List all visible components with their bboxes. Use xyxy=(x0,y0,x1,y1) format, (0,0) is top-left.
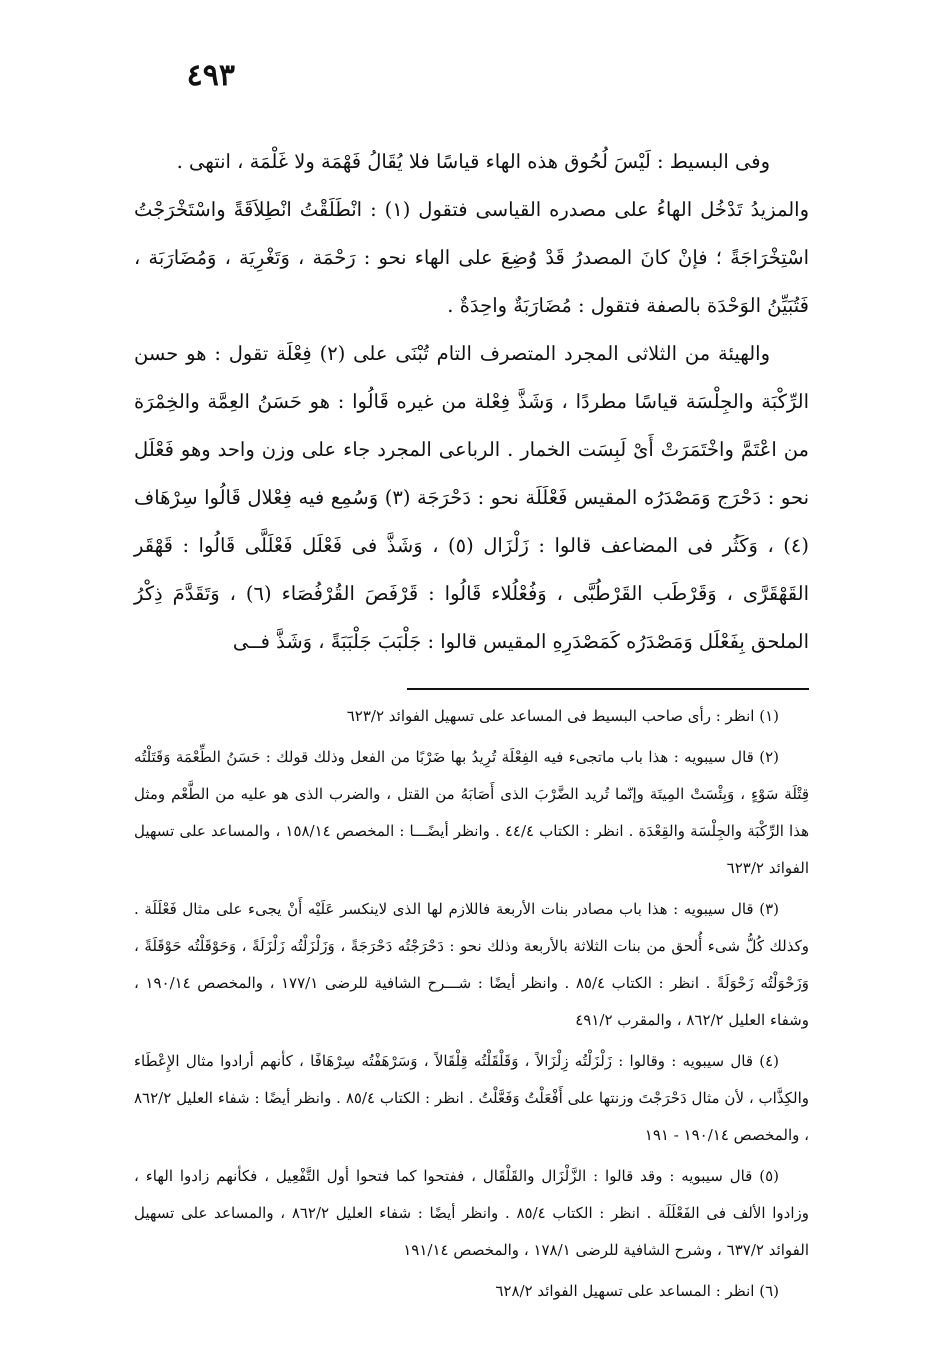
footnote-5: (٥) قال سيبويه : وقد قالوا : الزَّلْزَال والقَلْقَال ، ففتحوا كما فتحوا أول التَّفْعِيل ، فكأنهم زادوا الهاء ، وزادوا الألف فى الفَعْلَلَة . انظر : الكتاب ٨٥/٤ . وانظر أيضًا : شفاء العليل ٨٦٢/٢ ، والمساعد على تسهيل الفوائد ٦٣٧/٢ ، وشرح الشافية للرضى ١٧٨/١ ، والمخصص ١٩١/١٤ xyxy=(134,1167,809,1259)
body-paragraph-3: والهيئة من الثلاثى المجرد المتصرف التام تُبْنَى على (٢) فِعْلَة تقول : هو حسن الرِّكْبَة والجِلْسَة قياسًا مطردًا ، وَشَذَّ فِعْلة من غيره قَالُوا : هو حَسَنُ العِمَّة والخِمْرَة من اعْتَمَّ واخْتَمَرَتْ أَىْ لَبِسَت الخمار . الرباعى المجرد جاء على وزن واحد وهو فَعْلَل نحو : دَحْرَج وَمَصْدَرُه المقيس فَعْلَلَة نحو : دَحْرَجَة (٣) وَسُمِع فيه فِعْلال قَالُوا سِرْهَاف (٤) ، وَكَثُر فى المضاعف قالوا : زَلْزَال (٥) ، وَشَذَّ فى فَعْلَل فَعْلَلَّى قَالُوا : قَهْقَر القَهْقَرَّى ، وَقَرْطَب القَرْطُبَّى ، وَفُعْلُلاء قَالُوا : قَرْفَصَ القُرْفُصَاء (٦) ، وَتَقَدَّمَ ذِكْرُ الملحق بِفَعْلَل وَمَصْدَرُه كَمَصْدَرِهِ المقيس قالوا : جَلْبَبَ جَلْبَبَةً ، وَشَذَّ فــى xyxy=(134,342,809,653)
footnote-separator xyxy=(407,688,809,690)
main-text xyxy=(134,138,809,666)
footnote-1: (١) انظر : رأى صاحب البسيط فى المساعد على تسهيل الفوائد ٦٢٣/٢ xyxy=(346,707,779,725)
footnote-3: (٣) قال سيبويه : هذا باب مصادر بنات الأربعة فاللازم لها الذى لاينكسر عَلَيْه أَنْ يجىء على مثال فَعْلَلَة . وكذلك كُلُّ شىء أُلحق من بنات الثلاثة بالأربعة وذلك نحو : دَحْرَجْتُه دَحْرَجَةً ، وَزَلْزَلْتُه زَلْزَلَةً ، وَحَوْقَلْتُه حَوْقَلَةً ، وَزَحْوَلْتُه زَحْوَلَةً . انظر : الكتاب ٨٥/٤ . وانظر أيضًا : شـــرح الشافية للرضى ١٧٧/١ ، والمخصص ١٩٠/١٤ ، وشفاء العليل ٨٦٢/٢ ، والمقرب ٤٩١/٢ xyxy=(134,900,809,1029)
body-paragraph-1: وفى البسيط : لَيْسَ لُحُوق هذه الهاء قياسًا فلا يُقَالُ فَهْمَة ولا غَلْمَة ، انتهى . xyxy=(176,150,770,173)
footnote-6: (٦) انظر : المساعد على تسهيل الفوائد ٦٢٨/٢ xyxy=(495,1282,779,1300)
footnotes xyxy=(134,698,809,1314)
body-paragraph-2: والمزيدُ تَدْخُل الهاءُ على مصدره القياسى فتقول (١) : انْطَلَقْتُ انْطِلاَقَةً واسْتَخْرَجْتُ اسْتِخْرَاجَةً ؛ فإنْ كانَ المصدرُ قَدْ وُضِعَ على الهاء نحو : رَحْمَة ، وَتَغْرِيَة ، وَمُضَارَبَة ، فَتُبَيِّنُ الوَحْدَة بالصفة فتقول : مُضَارَبَةٌ واحِدَةٌ . xyxy=(134,198,810,317)
footnote-2: (٢) قال سيبويه : هذا باب ماتجىء فيه الفِعْلَة تُرِيدُ بها ضَرْبًا من الفعل وذلك قولك : حَسَنُ الطِّعْمَة وَقَتَلْتُه قِتْلَة سَوْءٍ ، وَبِئْسَتْ المِيتَة وإنّما تُريد الضَّرْبَ الذى أَصَابَهُ من القتل ، والضرب الذى هو عليه من الطَّعْم ومثل هذا الرِّكْبَة والجِلْسَة والقِعْدَة . انظر : الكتاب ٤٤/٤ . وانظر أيضًـــا : المخصص ١٥٨/١٤ ، والمساعد على تسهيل الفوائد ٦٢٣/٢ xyxy=(134,748,809,877)
page-number: ٤٩٣ xyxy=(186,58,235,93)
footnote-4: (٤) قال سيبويه : وقالوا : زَلْزَلْتُه زِلْزَالاً ، وَقَلْقَلْتُه قِلْقَالاً ، وَسَرْهَفْتُه سِرْهَافًا ، كأنهم أرادوا مثال الإِعْطَاء والكِذَّاب ، لأن مثال دَحْرَجْتَ وزنتها على أَفْعَلْتُ وَفَعَّلْتُ . انظر : الكتاب ٨٥/٤ . وانظر أيضًا : شفاء العليل ٨٦٢/٢ ، والمخصص ١٩٠/١٤ - ١٩١ xyxy=(134,1052,809,1144)
